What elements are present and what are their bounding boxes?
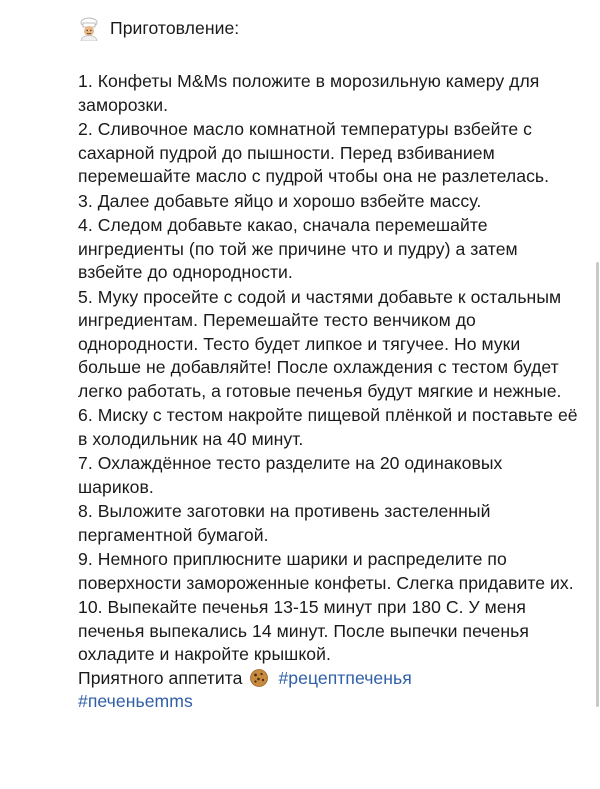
closing-text: Приятного аппетита (78, 667, 243, 688)
step-4: 4. Следом добавьте какао, сначала перемешайте ингредиенты (по той же причине что и пудру) а затем взбейте до однородности. (78, 215, 518, 282)
cookie-emoji-icon (249, 668, 269, 688)
step-6: 6. Миску с тестом накройте пищевой плёнкой и поставьте её в холодильник на 40 минут. (78, 405, 578, 449)
step-3: 3. Далее добавьте яйцо и хорошо взбейте массу. (78, 190, 482, 211)
step-5: 5. Муку просейте с содой и частями добавьте к остальным ингредиентам. Перемешайте тесто венчиком до однородности. Тесто будет липкое и тягучее. Но муки больше не добавляйте! После охлаждения с тестом будет легко работать, а готовые печенья будут мягкие и нежные. (78, 286, 562, 401)
hashtag-link[interactable]: #печеньеmms (78, 691, 193, 711)
step-10-text: 10. Выпекайте печенья 13-15 минут при 180 С. У меня печенья выпекались 14 минут. После выпечки печенья охладите и накройте крышкой. (78, 597, 529, 664)
step-10 (78, 596, 583, 714)
step-1: 1. Конфеты M&Ms положите в морозильную камеру для заморозки. (78, 71, 540, 115)
post-body (78, 14, 583, 715)
scrollbar[interactable] (596, 262, 599, 707)
heading-title: Приготовление: (110, 18, 240, 39)
step-9: 9. Немного приплюсните шарики и распределите по поверхности замороженные конфеты. Слегка придавите их. (78, 549, 574, 593)
step-7: 7. Охлаждённое тесто разделите на 20 одинаковых шариков. (78, 453, 503, 497)
step-8: 8. Выложите заготовки на противень застеленный пергаментной бумагой. (78, 501, 491, 545)
hashtag-link[interactable]: #рецептпеченья (278, 667, 412, 688)
chef-emoji-icon (78, 17, 100, 41)
step-2: 2. Сливочное масло комнатной температуры взбейте с сахарной пудрой до пышности. Перед взбиванием перемешайте масло с пудрой чтобы она не разлетелась. (78, 119, 550, 186)
section-heading (78, 14, 583, 44)
